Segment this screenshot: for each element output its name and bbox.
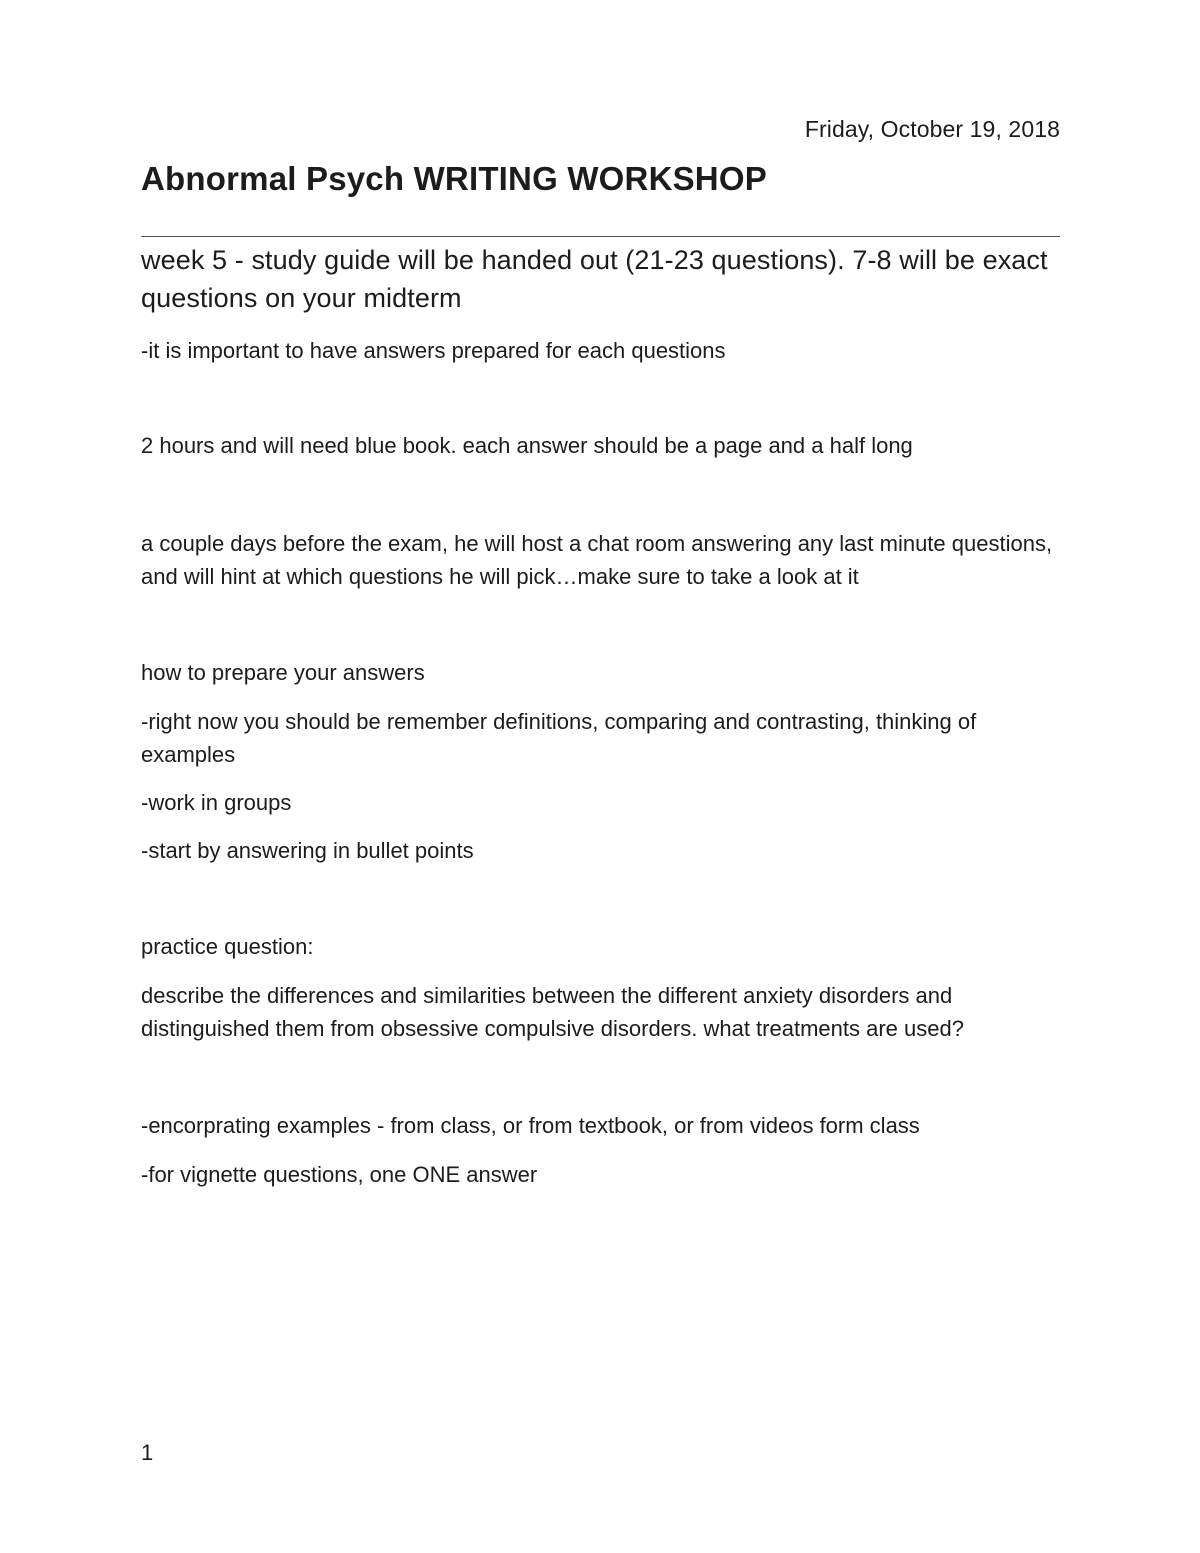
note-line-chat-room: a couple days before the exam, he will host a chat room answering any last minute questions, and will hint at which questions he will pick…make sure to take a look at it [141,531,1053,589]
note-line-vignette-questions: -for vignette questions, one ONE answer [141,1162,538,1187]
note-line-preparation: -it is important to have answers prepared for each questions [141,338,726,363]
document-title: Abnormal Psych WRITING WORKSHOP [141,160,767,197]
title-divider [141,236,1060,237]
note-line-work-in-groups: -work in groups [141,790,292,815]
note-line-practice-prompt: describe the differences and similarities between the different anxiety disorders and distinguished them from obsessive compulsive disorders. what treatments are used? [141,983,964,1041]
section-heading: week 5 - study guide will be handed out (21-23 questions). 7-8 will be exact questions on your midterm [141,245,1048,313]
page-number: 1 [141,1440,154,1465]
note-line-exam-format: 2 hours and will need blue book. each answer should be a page and a half long [141,433,913,458]
note-line-practice-question: practice question: [141,934,314,959]
note-line-examples: -encorprating examples - from class, or from textbook, or from videos form class [141,1113,920,1138]
note-line-how-to-prepare: how to prepare your answers [141,660,425,685]
note-line-remember-definitions: -right now you should be remember definitions, comparing and contrasting, thinking of examples [141,709,977,767]
document-date: Friday, October 19, 2018 [804,116,1060,142]
note-line-bullet-points: -start by answering in bullet points [141,838,474,863]
